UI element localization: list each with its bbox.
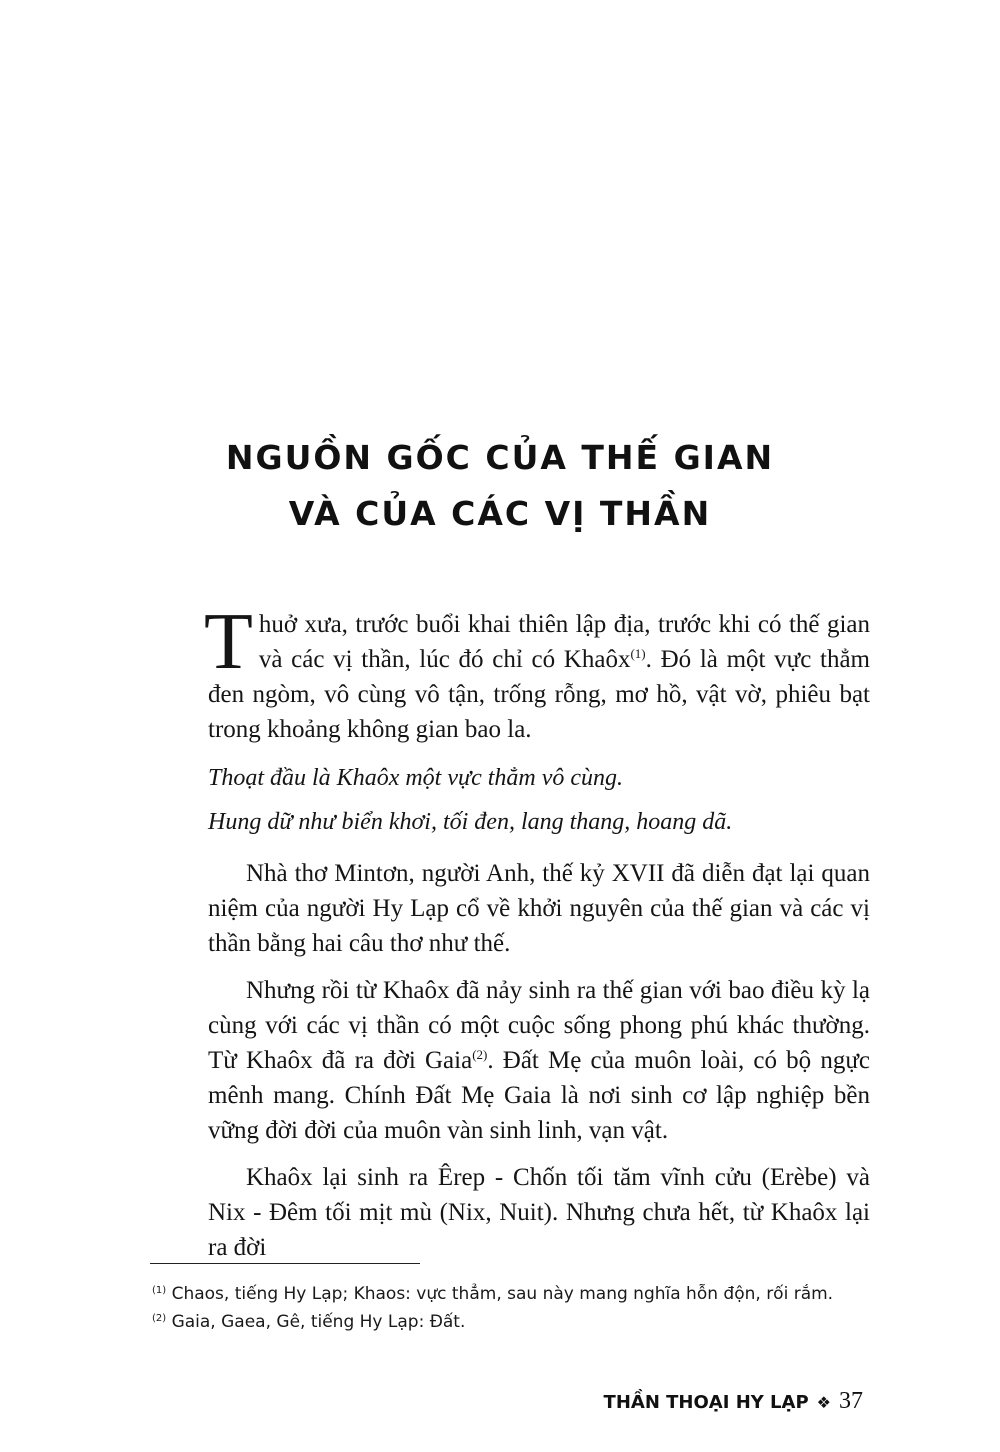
paragraph-1-text-a: huở xưa, trước buổi khai thiên lập địa, trước khi có thế gian và các vị thần, lúc đó chỉ có Khaôx (258, 611, 870, 673)
page-number: 37 (839, 1388, 863, 1414)
footnote-2 (152, 1308, 912, 1336)
chapter-title-line-2: VÀ CỦA CÁC VỊ THẦN (288, 494, 712, 534)
verse-line-2: Hung dữ như biển khơi, tối đen, lang thang, hoang dã. (208, 809, 733, 835)
paragraph-3 (208, 973, 870, 1148)
paragraph-3-text-b: . Đất Mẹ của muôn loài, có bộ ngực mênh mang. Chính Đất Mẹ Gaia là nơi sinh cơ lập nghiệp bền vững đời đời của muôn vàn sinh linh, vạn vật. (208, 1047, 870, 1144)
running-footer (604, 1388, 863, 1415)
chapter-title-line-1: NGUỒN GỐC CỦA THẾ GIAN (225, 438, 775, 478)
drop-cap: T (204, 598, 253, 686)
footnote-divider (150, 1263, 420, 1264)
paragraph-2: Nhà thơ Mintơn, người Anh, thế kỷ XVII đã diễn đạt lại quan niệm của người Hy Lạp cổ về khởi nguyên của thế gian và các vị thần bằng hai câu thơ như thế. (208, 860, 870, 957)
footnote-mark-2: (2) (152, 1313, 167, 1324)
footnote-text-1: Chaos, tiếng Hy Lạp; Khaos: vực thẳm, sau này mang nghĩa hỗn độn, rối rắm. (171, 1284, 834, 1304)
footnote-ref-2: (2) (472, 1047, 488, 1062)
verse-block (208, 756, 870, 844)
footnote-mark-1: (1) (152, 1285, 167, 1296)
footnote-1 (152, 1280, 912, 1308)
paragraph-4: Khaôx lại sinh ra Êrep - Chốn tối tăm vĩnh cửu (Erèbe) và Nix - Đêm tối mịt mù (Nix, Nuit). Nhưng chưa hết, từ Khaôx lại ra đời (208, 1164, 870, 1261)
footnote-ref-1: (1) (630, 646, 646, 661)
body-text (204, 598, 871, 1265)
footnotes (152, 1280, 912, 1336)
paragraph-3-text-a: Nhưng rồi từ Khaôx đã nảy sinh ra thế gian với bao điều kỳ lạ cùng với các vị thần có một cuộc sống phong phú khác thường. Từ Khaôx đã ra đời Gaia (208, 977, 870, 1074)
footnote-text-2: Gaia, Gaea, Gê, tiếng Hy Lạp: Đất. (171, 1312, 466, 1332)
book-title: THẦN THOẠI HY LẠP (603, 1392, 809, 1413)
ornament-separator-icon: ❖ (816, 1393, 831, 1412)
paragraph-1 (204, 598, 871, 747)
chapter-title (0, 430, 1000, 542)
paragraph-1-text-b: . Đó là một vực thẳm đen ngòm, vô cùng vô tận, trống rỗng, mơ hồ, vật vờ, phiêu bạt trong khoảng không gian bao la. (208, 646, 871, 743)
verse-line-1: Thoạt đầu là Khaôx một vực thẳm vô cùng. (208, 765, 624, 791)
